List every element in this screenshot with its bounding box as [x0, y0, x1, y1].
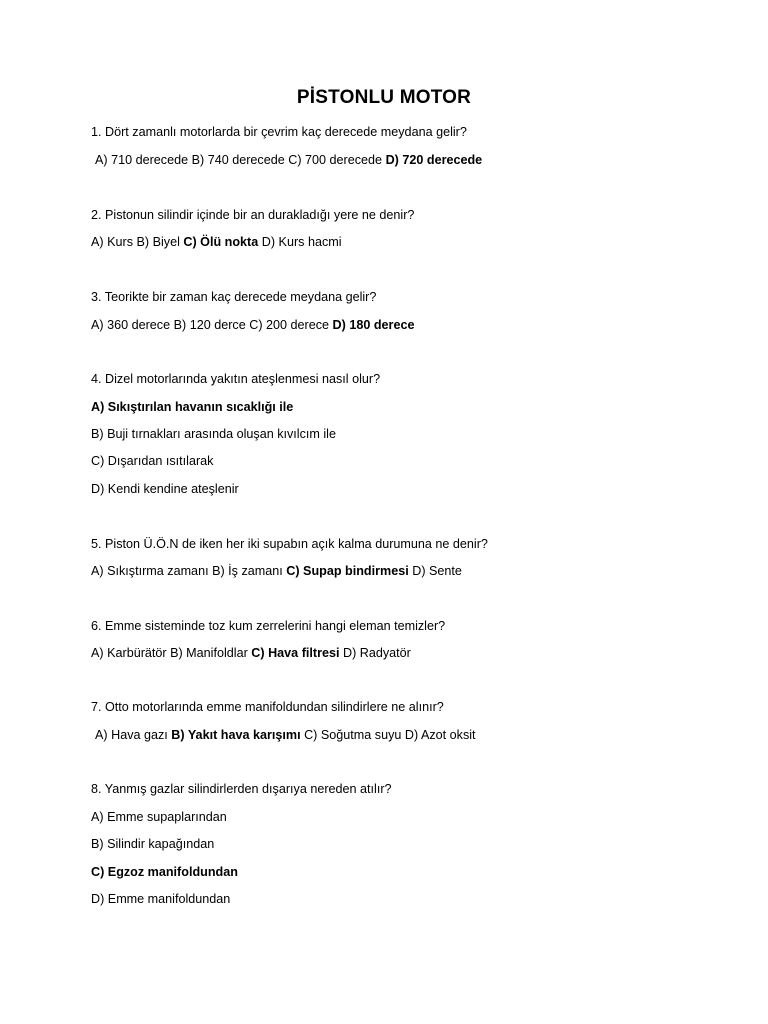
question-8-text: 8. Yanmış gazlar silindirlerden dışarıya nereden atılır? — [91, 782, 392, 796]
option-b: B) 120 derce — [173, 318, 246, 332]
question-4-option-c: C) Dışarıdan ısıtılarak — [91, 454, 214, 468]
question-2-options — [91, 234, 342, 250]
question-4-option-d: D) Kendi kendine ateşlenir — [91, 482, 239, 496]
option-a: A) 710 derecede — [95, 153, 189, 167]
question-5-text: 5. Piston Ü.Ö.N de iken her iki supabın açık kalma durumuna ne denir? — [91, 537, 488, 551]
question-4-text: 4. Dizel motorlarında yakıtın ateşlenmesi nasıl olur? — [91, 372, 381, 386]
option-d: D) Azot oksit — [404, 728, 476, 742]
question-8-option-a: A) Emme supaplarından — [91, 810, 227, 824]
question-1-options — [95, 152, 482, 168]
option-d-answer: D) 180 derece — [332, 318, 415, 332]
question-6-options — [91, 645, 411, 661]
question-6-text: 6. Emme sisteminde toz kum zerrelerini hangi eleman temizler? — [91, 619, 446, 633]
page-title: PİSTONLU MOTOR — [296, 87, 472, 108]
option-d-answer: D) 720 derecede — [385, 153, 483, 167]
option-b: B) 740 derecede — [191, 153, 285, 167]
question-8-option-c-answer — [91, 864, 238, 880]
option-c-answer: C) Hava filtresi — [251, 646, 340, 660]
option-d: D) Kurs hacmi — [261, 235, 342, 249]
option-a: A) Kurs — [91, 235, 133, 249]
option-b: B) İş zamanı — [212, 564, 283, 578]
option-c: C) 700 derecede — [288, 153, 383, 167]
question-7-text: 7. Otto motorlarında emme manifoldundan silindirlere ne alınır? — [91, 700, 444, 714]
option-a: A) Karbürätör — [91, 646, 167, 660]
option-c-answer: C) Supap bindirmesi — [286, 564, 409, 578]
option-d: D) Sente — [412, 564, 462, 578]
question-4-option-a-answer — [91, 399, 293, 415]
question-3-text: 3. Teorikte bir zaman kaç derecede meydana gelir? — [91, 290, 377, 304]
option-a-answer: A) Sıkıştırılan havanın sıcaklığı ile — [91, 400, 294, 414]
question-1-text: 1. Dört zamanlı motorlarda bir çevrim kaç derecede meydana gelir? — [91, 125, 467, 139]
option-b-answer: B) Yakıt hava karışımı — [171, 728, 301, 742]
option-c: C) Soğutma suyu — [304, 728, 402, 742]
question-4-option-b: B) Buji tırnakları arasında oluşan kıvılcım ile — [91, 427, 336, 441]
question-7-options — [95, 727, 476, 743]
option-c-answer: C) Ölü nokta — [183, 235, 259, 249]
option-b: B) Manifoldlar — [170, 646, 248, 660]
question-3-options — [91, 317, 414, 333]
option-a: A) Hava gazı — [95, 728, 168, 742]
option-d: D) Radyatör — [342, 646, 411, 660]
option-a: A) 360 derece — [91, 318, 171, 332]
question-5-options — [91, 563, 462, 579]
question-8-option-b: B) Silindir kapağından — [91, 837, 215, 851]
question-8-option-d: D) Emme manifoldundan — [91, 892, 231, 906]
option-b: B) Biyel — [136, 235, 180, 249]
option-c: C) 200 derece — [249, 318, 330, 332]
option-a: A) Sıkıştırma zamanı — [91, 564, 209, 578]
question-2-text: 2. Pistonun silindir içinde bir an durakladığı yere ne denir? — [91, 208, 415, 222]
option-c-answer: C) Egzoz manifoldundan — [91, 865, 238, 879]
